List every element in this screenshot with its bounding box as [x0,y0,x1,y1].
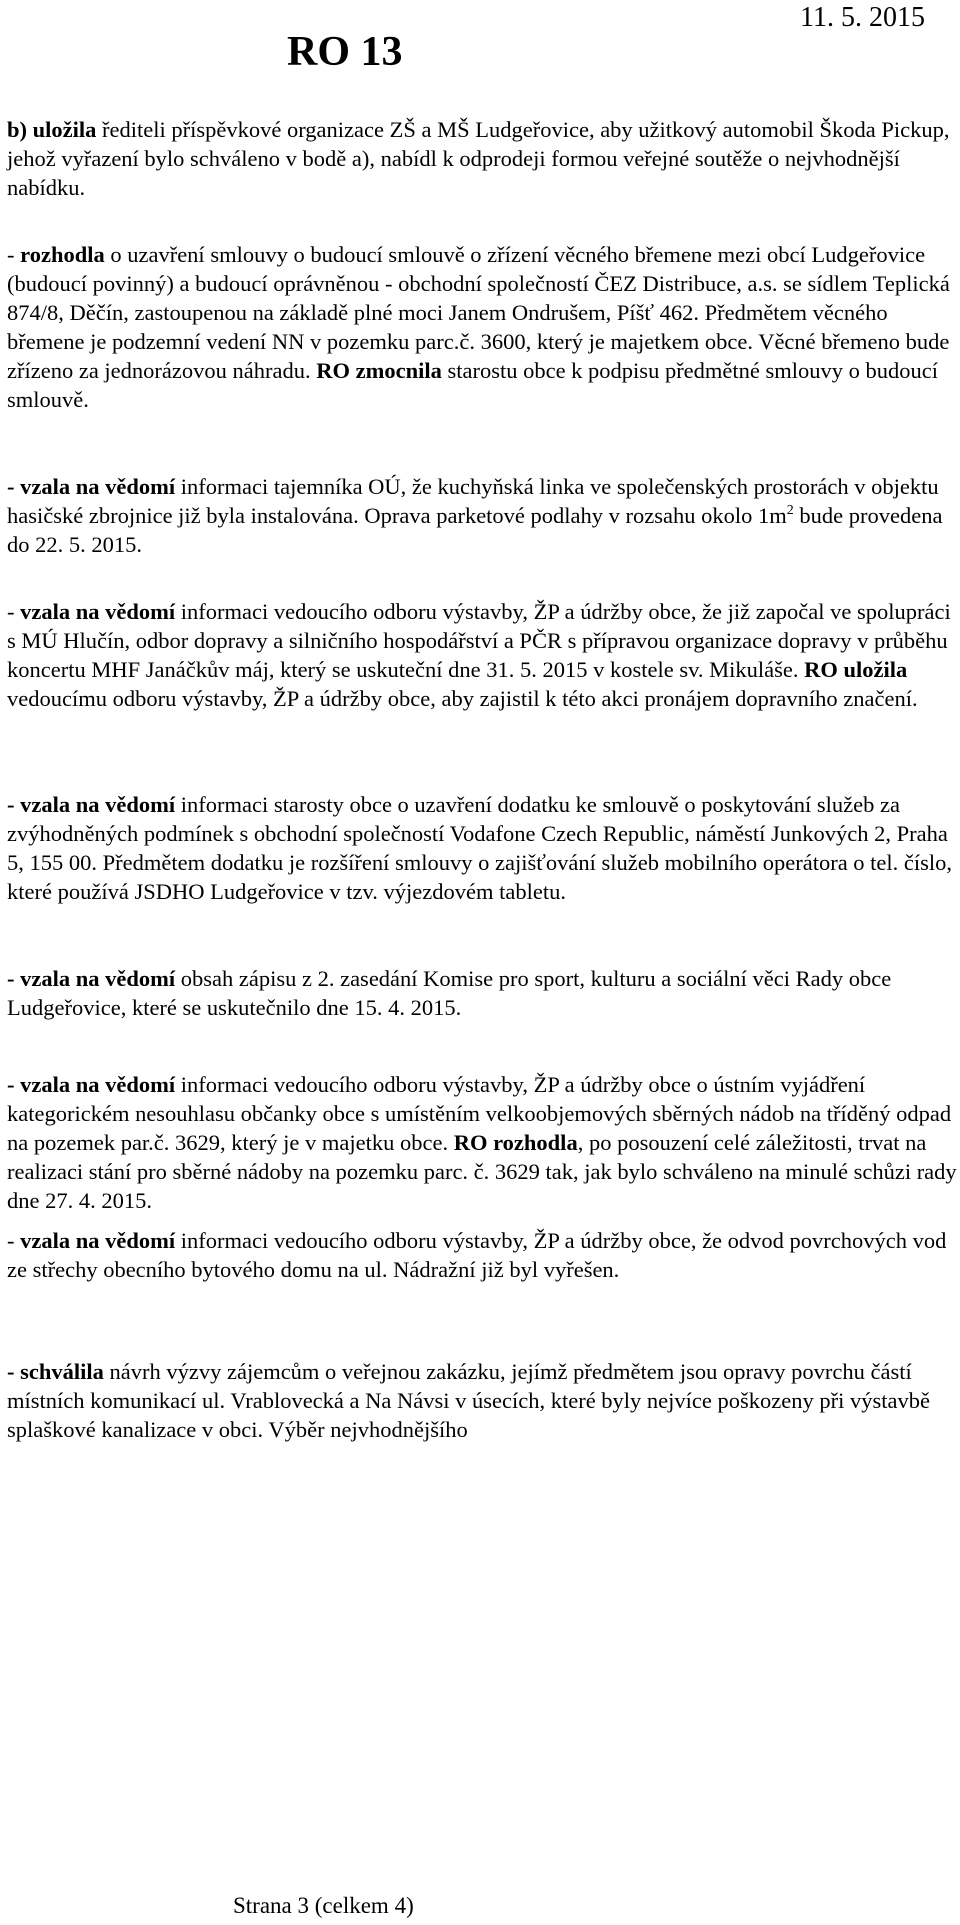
paragraph-text-secondary: vedoucímu odboru výstavby, ŽP a údržby obce, aby zajistil k této akci pronájem dopravního značení. [7,686,918,711]
paragraph-task-vehicle-sale [7,115,957,202]
lead-prefix: - [7,1228,21,1253]
paragraph-road-repair-tender [7,1357,957,1444]
paragraph-waste-containers [7,1070,957,1215]
resolution-lead-secondary: RO uložila [804,657,908,682]
paragraph-text: informaci vedoucího odboru výstavby, ŽP a údržby obce, že již započal ve spolupráci s MÚ Hlučín, odbor dopravy a silničního hospodářství a PČR s přípravou organizace dopravy v průběhu koncertu MHF Janáčkův máj, který se uskuteční dne 31. 5. 2015 v kostele sv. Mikuláše. [7,599,951,682]
resolution-lead: vzala na vědomí [20,1228,176,1253]
paragraph-kitchen-installation [7,472,957,559]
paragraph-text: informaci tajemníka OÚ, že kuchyňská linka ve společenských prostorách v objektu hasičské zbrojnice již byla instalována. Oprava parketové podlahy v rozsahu okolo 1m [7,474,939,528]
paragraph-commission-minutes [7,964,957,1022]
resolution-lead: - vzala na vědomí [7,1072,176,1097]
page-number: Strana 3 (celkem 4) [233,1893,414,1918]
paragraph-roof-drainage [7,1226,957,1284]
paragraph-concert-traffic [7,597,957,713]
paragraph-text-secondary: , po posouzení celé záležitosti, trvat na realizaci stání pro sběrné nádoby na pozemku parc. č. 3629 tak, jak bylo schváleno na minulé schůzi rady dne 27. 4. 2015. [7,1130,957,1213]
resolution-lead-secondary: RO zmocnila [316,358,442,383]
paragraph-text-secondary: bude provedena do 22. 5. 2015. [7,503,943,557]
superscript: 2 [786,503,794,518]
resolution-lead: - schválila [7,1359,104,1384]
paragraph-text: informaci starosty obce o uzavření dodatku ke smlouvě o poskytování služeb za zvýhodněných podmínek s obchodní společností Vodafone Czech Republic, náměstí Junkových 2, Praha 5, 155 00. Předmětem dodatku je rozšíření smlouvy o zajišťování služeb mobilního operátora o tel. číslo, které používá JSDHO Ludgeřovice v tzv. výjezdovém tabletu. [7,792,953,904]
resolution-lead: b) uložila [7,117,97,142]
document-date: 11. 5. 2015 [800,2,925,33]
lead-prefix: - [7,242,21,267]
paragraph-easement-cez [7,240,957,414]
paragraph-text-secondary: starostu obce k podpisu předmětné smlouvy o budoucí smlouvě. [7,358,939,412]
paragraph-text: informaci vedoucího odboru výstavby, ŽP a údržby obce o ústním vyjádření kategorickém nesouhlasu občanky obce s umístěním velkoobjemových sběrných nádob na tříděný odpad na pozemek par.č. 3629, který je v majetku obce. [7,1072,952,1155]
resolution-lead: rozhodla [20,242,105,267]
paragraph-text: řediteli příspěvkové organizace ZŠ a MŠ Ludgeřovice, aby užitkový automobil Škoda Pickup, jehož vyřazení bylo schváleno v bodě a), nabídl k odprodeji formou veřejné soutěže o nejvhodnější nabídku. [7,117,950,200]
resolution-lead: - vzala na vědomí [7,966,176,991]
paragraph-text: informaci vedoucího odboru výstavby, ŽP a údržby obce, že odvod povrchových vod ze střechy obecního bytového domu na ul. Nádražní již byl vyřešen. [7,1228,947,1282]
paragraph-vodafone-contract [7,790,957,906]
resolution-lead: - vzala na vědomí [7,474,176,499]
resolution-lead: - vzala na vědomí [7,792,176,817]
resolution-lead-secondary: RO rozhodla [453,1130,578,1155]
paragraph-text: obsah zápisu z 2. zasedání Komise pro sport, kulturu a sociální věci Rady obce Ludgeřovice, které se uskutečnilo dne 15. 4. 2015. [7,966,892,1020]
lead-prefix: - [7,599,21,624]
paragraph-text: návrh výzvy zájemcům o veřejnou zakázku, jejímž předmětem jsou opravy povrchu částí místních komunikací ul. Vrablovecká a Na Návsi v úsecích, které byly nejvíce poškozeny při výstavbě splaškové kanalizace v obci. Výběr nejvhodnějšího [7,1359,930,1442]
resolution-lead: vzala na vědomí [20,599,176,624]
paragraph-text: o uzavření smlouvy o budoucí smlouvě o zřízení věcného břemene mezi obcí Ludgeřovice (budoucí povinný) a budoucí oprávněnou - obchodní společností ČEZ Distribuce, a.s. se sídlem Teplická 874/8, Děčín, zastoupenou na základě plné moci Janem Ondrušem, Píšť 462. Předmětem věcného břemene je podzemní vedení NN v pozemku parc.č. 3600, který je majetkem obce. Věcné břemeno bude zřízeno za jednorázovou náhradu. [7,242,950,383]
document-title: RO 13 [287,29,403,75]
